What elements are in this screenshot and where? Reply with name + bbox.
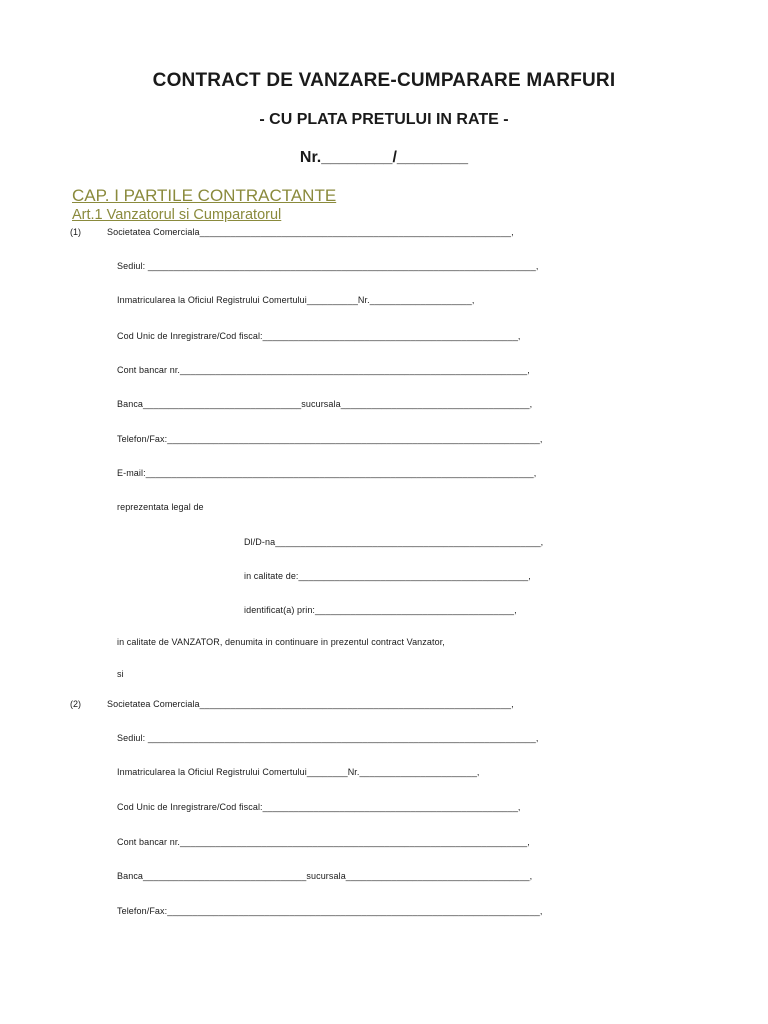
contract-title: CONTRACT DE VANZARE-CUMPARARE MARFURI [152,70,616,91]
party1-email-field: E-mail:____________________________________________________________________________, [117,468,537,478]
contract-number: Nr.________/________ [299,149,469,166]
party2-cui-field: Cod Unic de Inregistrare/Cod fiscal:__________________________________________________, [117,802,521,812]
party1-quality-text: in calitate de VANZATOR, denumita in continuare in prezentul contract Vanzator, [117,637,445,647]
contract-subtitle: - CU PLATA PRETULUI IN RATE - [259,111,509,128]
party1-registry-field: Inmatricularea la Oficiul Registrului Comertului__________Nr.____________________, [117,295,475,305]
party2-account-field: Cont bancar nr.____________________________________________________________________, [117,837,530,847]
party1-phone-field: Telefon/Fax:_________________________________________________________________________, [117,434,543,444]
party1-bank-field: Banca_______________________________sucursala_____________________________________, [117,399,533,409]
party1-cui-field: Cod Unic de Inregistrare/Cod fiscal:__________________________________________________, [117,331,521,341]
party2-company-field: Societatea Comerciala_____________________________________________________________, [107,699,514,709]
chapter-heading[interactable]: CAP. I PARTILE CONTRACTANTE [72,186,337,205]
party2-phone-field: Telefon/Fax:_________________________________________________________________________, [117,906,543,916]
party1-account-field: Cont bancar nr.____________________________________________________________________, [117,365,530,375]
party2-bank-field: Banca________________________________sucursala____________________________________, [117,871,533,881]
party1-company-field: Societatea Comerciala_____________________________________________________________, [107,227,514,237]
party1-index: (1) [70,227,81,237]
party1-rep-role-field: in calitate de:_____________________________________________, [244,571,531,581]
party1-rep-id-field: identificat(a) prin:_______________________________________, [244,605,517,615]
party1-represented-label: reprezentata legal de [117,502,204,512]
and-text: si [117,669,124,679]
party2-seat-field: Sediul: ____________________________________________________________________________, [117,733,539,743]
party2-registry-field: Inmatricularea la Oficiul Registrului Comertului________Nr._______________________, [117,767,480,777]
article-heading[interactable]: Art.1 Vanzatorul si Cumparatorul [72,207,282,223]
party1-seat-field: Sediul: ____________________________________________________________________________, [117,261,539,271]
party1-rep-name-field: Dl/D-na____________________________________________________, [244,537,544,547]
party2-index: (2) [70,699,81,709]
